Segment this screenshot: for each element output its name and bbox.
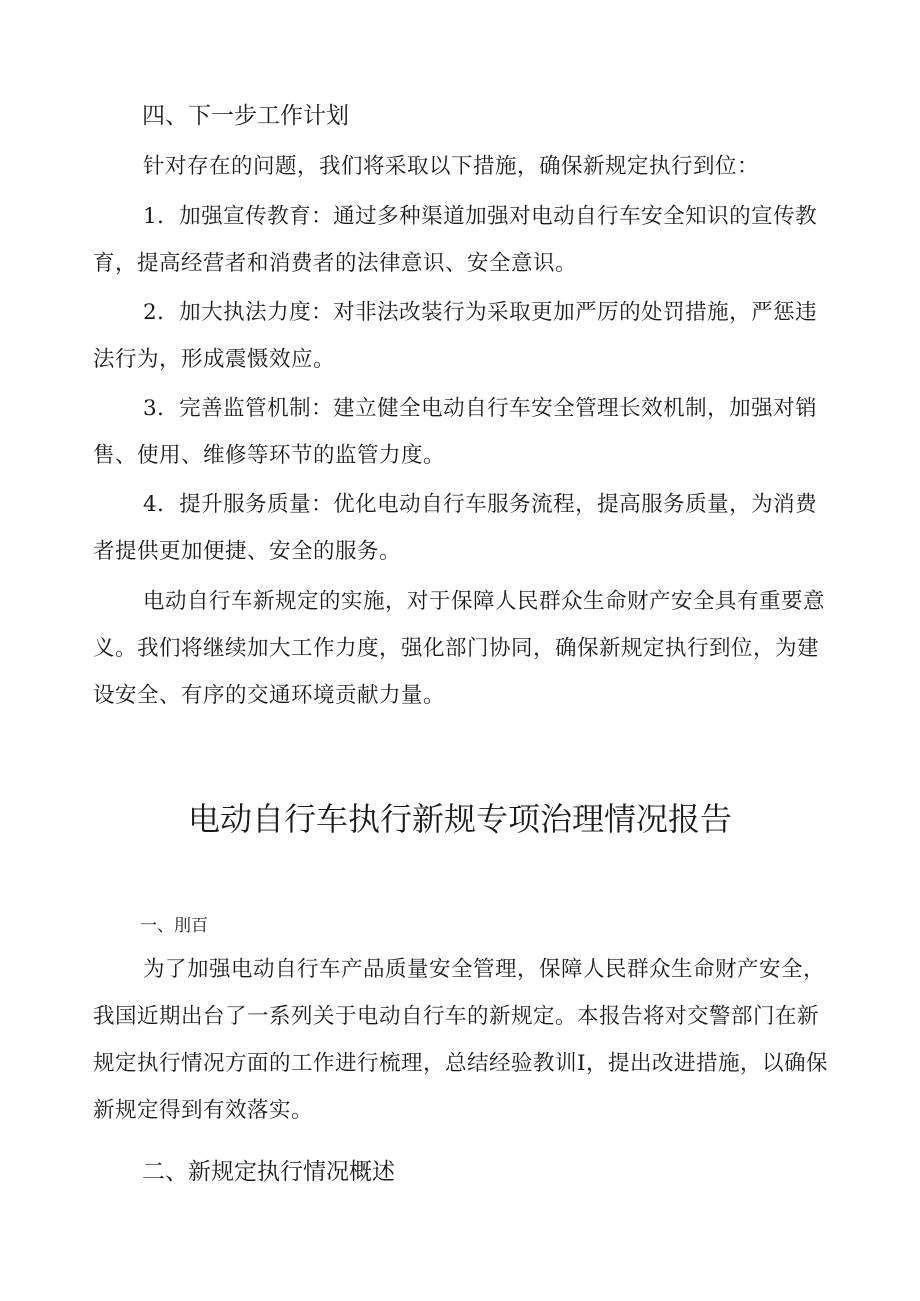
list-item-service: 4．提升服务质量：优化电动自行车服务流程，提高服务质量，为消费者提供更加便捷、安全的服务。	[93, 492, 818, 564]
paragraph-intro: 针对存在的问题，我们将采取以下措施，确保新规定执行到位：	[143, 154, 760, 179]
section-heading-next-steps: 四、下一步工作计划	[142, 103, 349, 129]
report-title: 电动自行车执行新规专项治理情况报告	[187, 800, 732, 838]
section-heading-overview: 二、新规定执行情况概述	[142, 1159, 395, 1185]
list-item-enforcement: 2．加大执法力度：对非法改装行为采取更加严厉的处罚措施，严惩违法行为，形成震慑效应。	[93, 300, 818, 372]
list-item-publicity: 1．加强宣传教育：通过多种渠道加强对电动自行车安全知识的宣传教育，提高经营者和消费者的法律意识、安全意识。	[93, 204, 818, 276]
paragraph-conclusion: 电动自行车新规定的实施，对于保障人民群众生命财产安全具有重要意义。我们将继续加大工作力度，强化部门协同，确保新规定执行到位，为建设安全、有序的交通环境贡献力量。	[93, 589, 826, 708]
paragraph-preface: 为了加强电动自行车产品质量安全管理，保障人民群众生命财产安全，我国近期出台了一系列关于电动自行车的新规定。本报告将对交警部门在新规定执行情况方面的工作进行梳理，总结经验教训I，提出改进措施，以确保新规定得到有效落实。	[93, 957, 828, 1123]
list-item-supervision: 3．完善监管机制：建立健全电动自行车安全管理长效机制，加强对销售、使用、维修等环节的监管力度。	[93, 396, 818, 468]
section-heading-preface: 一、刖百	[140, 916, 208, 936]
